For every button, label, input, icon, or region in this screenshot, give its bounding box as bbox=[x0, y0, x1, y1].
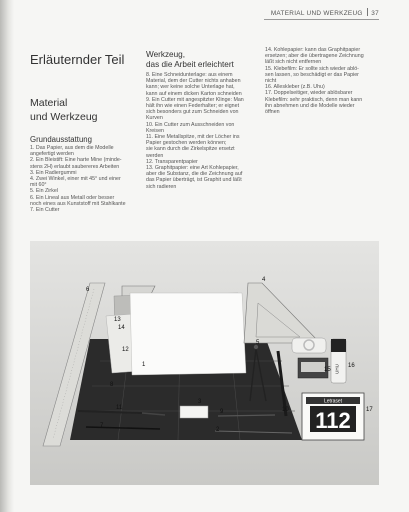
text-line: Papier gestochen werden können; bbox=[146, 140, 227, 147]
tools-heading-line-2: das die Arbeit erleichtert bbox=[146, 60, 234, 69]
text-line: sen lassen, so beschädigt er das Papier bbox=[265, 71, 359, 78]
text-line: 10. Ein Cutter zum Ausschneiden von bbox=[146, 121, 235, 128]
photo-label: 6 bbox=[86, 287, 90, 293]
text-line: aber die Substanz, die die Zeichnung auf bbox=[146, 171, 243, 178]
header-separator bbox=[367, 8, 368, 16]
photo-label: 2 bbox=[216, 427, 220, 433]
page-number: 37 bbox=[371, 10, 379, 17]
photo-label: 16 bbox=[348, 363, 355, 369]
eraser bbox=[180, 406, 208, 418]
text-line: werden bbox=[146, 152, 164, 159]
header-rule bbox=[264, 19, 379, 20]
text-line: 16. Alleskleber (z.B. Uhu) bbox=[265, 84, 325, 91]
text-line: läßt sich nicht entfernen bbox=[265, 59, 322, 66]
photo-label: 1 bbox=[142, 362, 146, 368]
photo-label: 8 bbox=[110, 382, 114, 388]
text-line: 7. Ein Cutter bbox=[30, 207, 60, 214]
text-line: Klebefilm: sehr praktisch, denn man kann bbox=[265, 96, 363, 103]
tools-heading-line-1: Werkzeug, bbox=[146, 50, 185, 59]
text-line: 17. Doppelseitiger, wieder ablösbarer bbox=[265, 90, 353, 97]
text-line: 11. Eine Metallspitze, mit der Löcher ins bbox=[146, 134, 240, 141]
text-line: öffnen bbox=[265, 109, 280, 116]
book-gutter-shadow bbox=[0, 0, 14, 512]
text-line: nicht bbox=[265, 78, 277, 85]
text-line: noch eines aus Kunststoff mit Stahlkante bbox=[30, 200, 126, 207]
text-line: 15. Klebefilm: Er sollte sich wieder ablö- bbox=[265, 65, 359, 72]
text-line: 14. Kohlepapier: kann das Graphitpapier bbox=[265, 47, 361, 53]
text-line: 12. Transparentpapier bbox=[146, 158, 198, 165]
text-line: 5. Ein Zirkel bbox=[30, 188, 58, 195]
photo-label: 9 bbox=[220, 409, 224, 415]
section-heading-line-2: und Werkzeug bbox=[30, 111, 98, 123]
tape-dispenser bbox=[292, 338, 326, 353]
text-line: hält ihn wie einen Federhalter; er eignet bbox=[146, 103, 240, 110]
text-line: Kurven bbox=[146, 115, 163, 122]
photo-label: 17 bbox=[366, 407, 373, 413]
text-line: 2. Ein Bleistift: Eine harte Mine (minde- bbox=[30, 157, 122, 164]
section-heading bbox=[30, 96, 98, 124]
basic-equipment-heading: Grundausstattung bbox=[30, 135, 92, 144]
letraset-brand-text: Letraset bbox=[323, 398, 343, 405]
tools-photograph bbox=[30, 241, 379, 485]
text-line: 9. Ein Cutter mit angespitzter Klinge: Man bbox=[146, 96, 244, 103]
photo-label: 5 bbox=[256, 340, 260, 346]
paper-sheets bbox=[106, 293, 246, 375]
materials-list-continued bbox=[265, 47, 381, 115]
letraset-number-text: 112 bbox=[315, 408, 351, 433]
running-header bbox=[271, 8, 379, 17]
text-line: sie kann durch die Zirkelspitze ersetzt bbox=[146, 146, 235, 153]
text-line: kann auf einem dicken Karton schneiden bbox=[146, 90, 242, 97]
text-line: Material, dem der Cutter nichts anhaben bbox=[146, 78, 241, 85]
photo-label: 15 bbox=[324, 367, 331, 373]
text-line: stens 2H) erlaubt saubereres Arbeiten bbox=[30, 163, 120, 170]
text-line: sich radieren bbox=[146, 183, 177, 190]
chapter-title: Erläuternder Teil bbox=[30, 52, 125, 67]
text-line: Kreisen bbox=[146, 127, 164, 134]
photo-label: 14 bbox=[118, 325, 125, 331]
section-heading-line-1: Material bbox=[30, 97, 68, 109]
text-line: ihn abnehmen und die Modelle wieder bbox=[265, 102, 355, 109]
photo-label: 7 bbox=[100, 423, 104, 429]
text-line: angefertigt werden bbox=[30, 151, 74, 158]
text-line: mit 60° bbox=[30, 182, 47, 189]
text-line: ersetzen; aber die übertragene Zeichnung bbox=[265, 53, 364, 60]
photo-label: 13 bbox=[114, 317, 121, 323]
text-line: 8. Eine Schneidunterlage: aus einem bbox=[146, 72, 233, 78]
photo-label: 3 bbox=[198, 399, 202, 405]
text-line: 3. Ein Radiergummi bbox=[30, 169, 77, 176]
running-header-section: MATERIAL UND WERKZEUG bbox=[270, 10, 363, 17]
photo-label: 11 bbox=[116, 405, 123, 411]
tools-heading bbox=[146, 50, 234, 70]
text-line: 6. Ein Lineal aus Metall oder besser bbox=[30, 194, 115, 201]
photo-label: 4 bbox=[262, 277, 266, 283]
glue-tube bbox=[331, 339, 346, 383]
text-line: sich besonders gut zum Schneiden von bbox=[146, 109, 239, 116]
basic-equipment-list bbox=[30, 145, 140, 213]
text-line: kann; wer keine solche Unterlage hat, bbox=[146, 84, 235, 91]
letraset-tape-box bbox=[302, 393, 364, 440]
photo-label: 10 bbox=[282, 407, 289, 413]
text-line: 1. Das Papier, aus dem die Modelle bbox=[30, 145, 114, 151]
tools-list bbox=[146, 72, 258, 190]
photo-label: 12 bbox=[122, 347, 129, 353]
text-line: das Papier überträgt, ist Graphit und läßt bbox=[146, 177, 242, 184]
glue-brand-text: UHU bbox=[334, 364, 340, 374]
text-line: 13. Graphitpapier: eine Art Kohlepapier, bbox=[146, 165, 239, 172]
text-line: 4. Zwei Winkel, einer mit 45° und einer bbox=[30, 176, 121, 183]
